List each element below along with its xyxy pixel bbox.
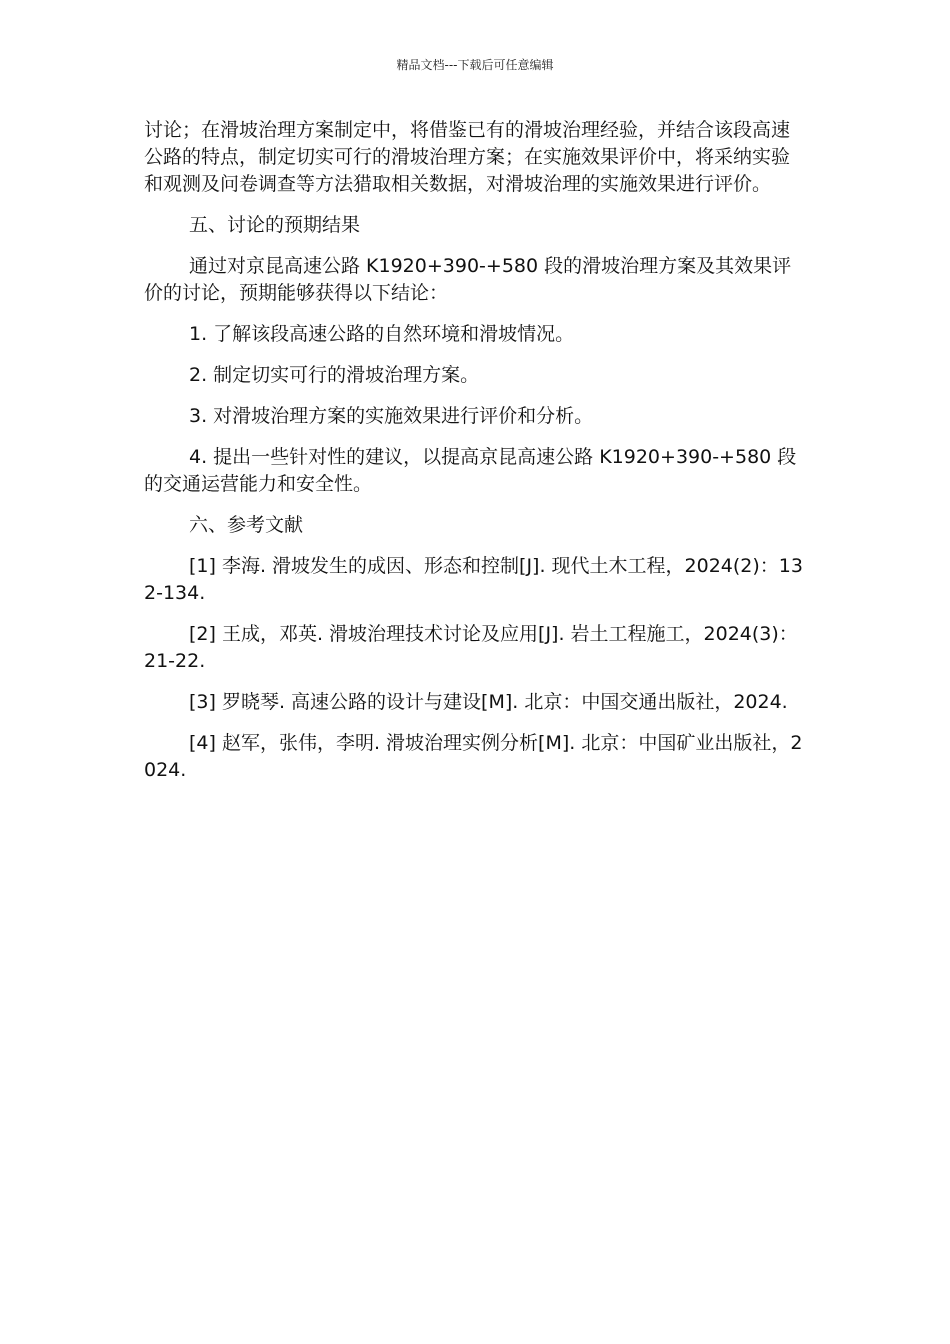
reference-1: [1] 李海. 滑坡发生的成因、形态和控制[J]. 现代土木工程，2024(2)：132-134.: [144, 555, 803, 604]
page-header: 精品文档---下载后可任意编辑: [396, 58, 554, 72]
reference-2: [2] 王成，邓英. 滑坡治理技术讨论及应用[J]. 岩土工程施工，2024(3)：21-22.: [144, 623, 798, 672]
list-item-3: 3. 对滑坡治理方案的实施效果进行评价和分析。: [189, 405, 594, 427]
reference-3: [3] 罗晓琴. 高速公路的设计与建设[M]. 北京：中国交通出版社，2024.: [189, 691, 788, 713]
list-item-4: 4. 提出一些针对性的建议，以提高京昆高速公路 K1920+390-+580 段的交通运营能力和安全性。: [144, 446, 797, 495]
reference-4: [4] 赵军，张伟，李明. 滑坡治理实例分析[M]. 北京：中国矿业出版社，2024.: [144, 732, 803, 781]
list-item-2: 2. 制定切实可行的滑坡治理方案。: [189, 364, 480, 386]
paragraph-expected-conclusions: 通过对京昆高速公路 K1920+390-+580 段的滑坡治理方案及其效果评价的讨论，预期能够获得以下结论：: [144, 255, 792, 304]
paragraph-continued-discussion: 讨论；在滑坡治理方案制定中，将借鉴已有的滑坡治理经验，并结合该段高速公路的特点，制定切实可行的滑坡治理方案；在实施效果评价中，将采纳实验和观测及问卷调查等方法猎取相关数据，对滑坡治理的实施效果进行评价。: [144, 119, 791, 195]
section-heading-expected-results: 五、讨论的预期结果: [189, 214, 361, 236]
document-body: [144, 117, 806, 798]
list-item-1: 1. 了解该段高速公路的自然环境和滑坡情况。: [189, 323, 575, 345]
section-heading-references: 六、参考文献: [189, 514, 304, 536]
